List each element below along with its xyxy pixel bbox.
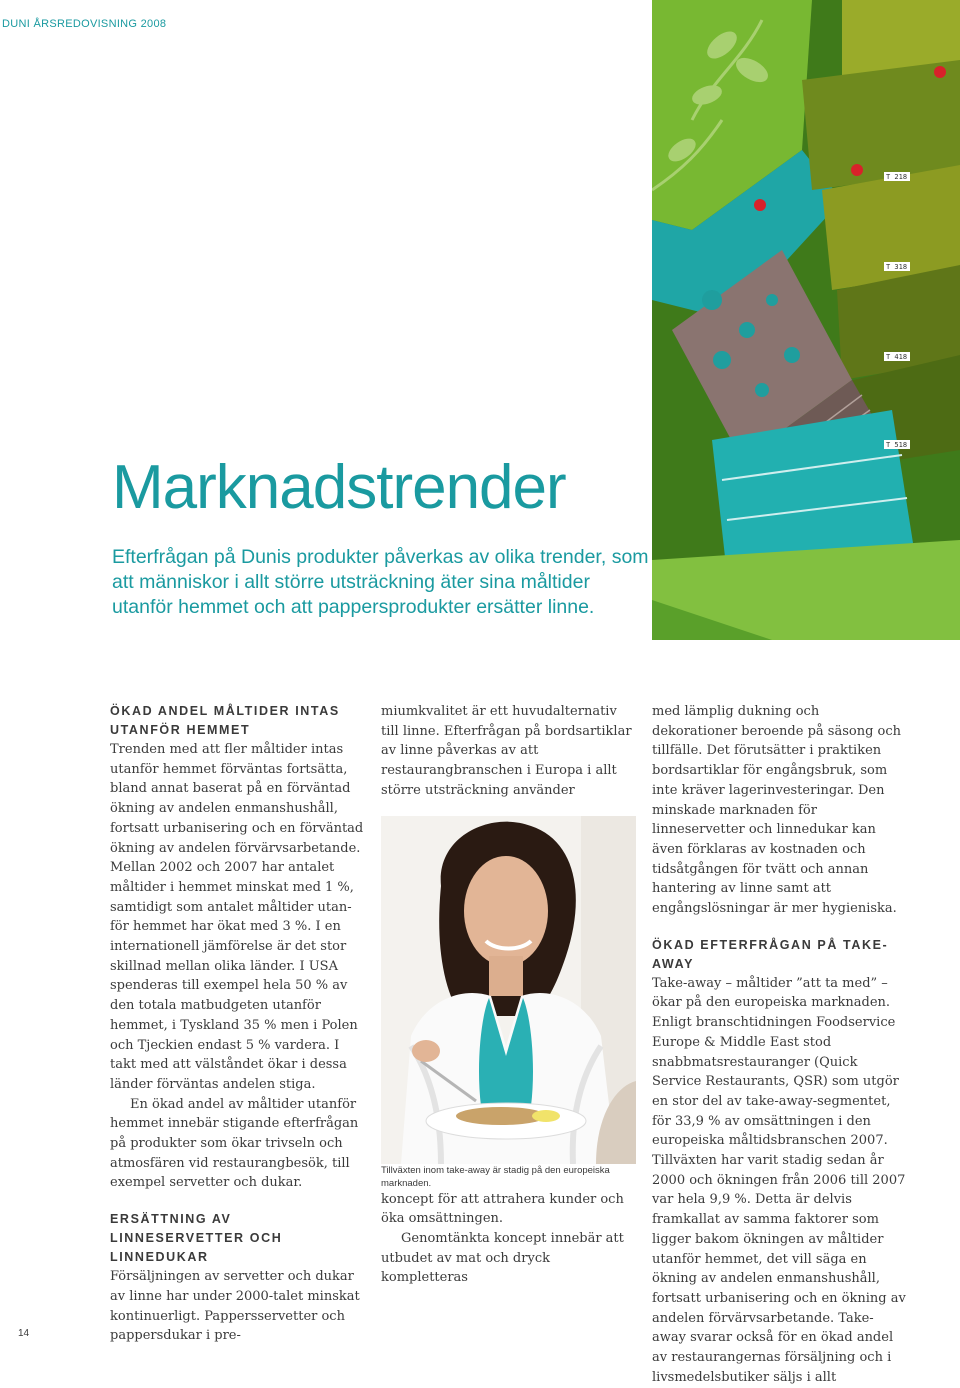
hero-image — [652, 0, 960, 640]
swatch-label: T 418 — [886, 353, 908, 361]
body-paragraph: med lämplig dukning och dekorationer beroende på säsong och tillfälle. Det förutsätter i praktiken bordsartiklar för engångsbruk, som inte kräver lagerinvesteringar. Den minskade marknaden för linneservetter och linnedukar kan även förklaras av kostnaden och tidsåtgången för tvätt och annan hantering av linne samt att engångslösningar är mer hygieniska. — [652, 704, 902, 917]
swatch-label: T 318 — [886, 263, 908, 271]
swatch-label: T 218 — [886, 173, 908, 181]
page-number: 14 — [18, 1328, 30, 1339]
body-paragraph: koncept för att attrahera kunder och öka omsättningen. — [381, 1191, 624, 1227]
column-3 — [652, 702, 907, 1388]
photo-caption: Tillväxten inom take-away är stadig på den europeiska marknaden. — [381, 1164, 610, 1189]
lead-paragraph: Efterfrågan på Dunis produkter påverkas av olika trender, som att människor i allt större utsträckning äter sina måltider utanför hemmet och att pappersprodukter ersätter linne. — [112, 546, 649, 618]
column-1 — [110, 702, 365, 1346]
section-heading: ERSÄTTNING AV LINNESERVETTER OCH LINNEDUKAR — [110, 1212, 283, 1265]
body-paragraph: Försäljningen av servetter och dukar av linne har under 2000-talet minskat kontinuerligt. Pappersservetter och pappersdukar i pre- — [110, 1269, 360, 1344]
running-head: DUNI ÅRSREDOVISNING 2008 — [2, 18, 167, 30]
column-2 — [381, 702, 636, 1288]
swatch-label: T 518 — [886, 441, 908, 449]
body-paragraph: miumkvalitet är ett huvudalternativ till linne. Efterfrågan på bordsartiklar av linne påverkas av att restaurangbranschen i Europa i allt större utsträckning använder — [381, 704, 632, 798]
body-paragraph: Trenden med att fler måltider intas utanför hemmet förväntas fortsätta, bland annat baserat på en förväntad ökning av andelen enmanshushåll, fortsatt urbanisering och en förväntad ökning av andelen förvärvsarbetande. Mellan 2002 och 2007 har antalet måltider i hemmet minskat med 1 %, samtidigt som antalet måltider utanför hemmet har ökat med 3 %. I en internationell jämförelse är det stor skillnad mellan olika länder. I USA spenderas till exempel hela 50 % av den totala matbudgeten utanför hemmet, i Tyskland 35 % men i Polen och Tjeckien endast 5 % vardera. I takt med att välståndet ökar i dessa länder förväntas andelen stiga. — [110, 742, 364, 1092]
body-paragraph: En ökad andel av måltider utanför hemmet innebär stigande efterfrågan på produkter som ökar trivseln och atmosfären vid restaurangbesök, till exempel servetter och dukar. — [110, 1096, 359, 1191]
section-heading: ÖKAD ANDEL MÅLTIDER INTAS UTANFÖR HEMMET — [110, 704, 340, 737]
body-paragraph: Take-away – måltider ”att ta med” – ökar på den europeiska marknaden. Enligt branschtidningen Foodservice Europe & Middle East stod snabbmatsrestauranger (Quick Service Restaurants, QSR) som utgör en stor del av take-away-segmentet, för 33,9 % av omsättningen i den europeiska måltidsbranschen 2007. Tillväxten har varit stadig sedan år 2000 och ökningen från 2006 till 2007 var hela 9,9 %. Detta är delvis framkallat av samma faktorer som ligger bakom ökningen av måltider utanför hemmet, det vill säga en ökning av andelen enmanshushåll, fortsatt urbanisering och en ökning av andelen förvärvsarbetande. Take-away svarar också för en ökad andel av restaurangernas försäljning och i livsmedelsbutiker säljs i allt — [652, 975, 906, 1385]
page-title: Marknadstrender — [112, 453, 566, 522]
photo — [381, 816, 636, 1164]
body-paragraph: Genomtänkta koncept innebär att utbudet av mat och dryck kompletteras — [381, 1230, 624, 1286]
section-heading: ÖKAD EFTERFRÅGAN PÅ TAKE-AWAY — [652, 937, 889, 971]
